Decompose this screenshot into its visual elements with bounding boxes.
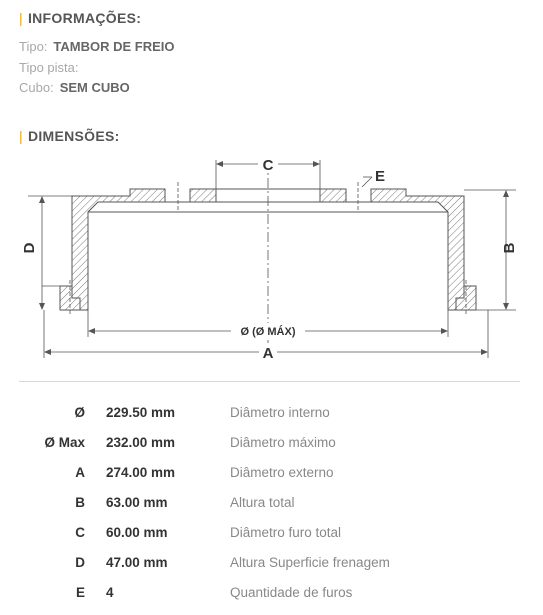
spec-code: Ø: [74, 405, 85, 420]
spec-description: Diâmetro máximo: [230, 435, 336, 450]
spec-row: [0, 555, 543, 585]
spec-row: [0, 465, 543, 495]
spec-value: 47.00 mm: [106, 555, 168, 570]
spec-value: 229.50 mm: [106, 405, 176, 420]
drum-hub-left: [190, 189, 216, 202]
spec-value: 60.00 mm: [106, 525, 168, 540]
drum-hub-right: [320, 189, 346, 202]
drum-section-left: [72, 189, 165, 310]
spec-description: Altura total: [230, 495, 295, 510]
spec-row: [0, 405, 543, 435]
dim-label-b: B: [501, 242, 518, 254]
section-divider: [19, 381, 520, 382]
dim-label-c: C: [262, 157, 274, 174]
spec-code: B: [75, 495, 85, 510]
info-label: Cubo:: [19, 80, 54, 95]
spec-value: 232.00 mm: [106, 435, 176, 450]
dimensions-heading: | DIMENSÕES:: [19, 128, 120, 144]
spec-row: [0, 585, 543, 615]
spec-value: 63.00 mm: [106, 495, 168, 510]
dim-label-a: A: [262, 345, 274, 362]
info-label: Tipo:: [19, 39, 48, 54]
spec-description: Diâmetro furo total: [230, 525, 342, 540]
spec-description: Altura Superficie frenagem: [230, 555, 390, 570]
info-row-track-type: [19, 60, 85, 75]
dim-label-e: E: [375, 168, 386, 185]
info-row-hub: [19, 80, 130, 95]
spec-description: Diâmetro externo: [230, 465, 334, 480]
spec-code: D: [75, 555, 85, 570]
dim-leader-e: [362, 177, 372, 187]
info-row-type: [19, 39, 175, 54]
spec-row: [0, 495, 543, 525]
spec-value: 274.00 mm: [106, 465, 176, 480]
spec-code: C: [75, 525, 85, 540]
info-heading: | INFORMAÇÕES:: [19, 10, 142, 26]
heading-accent-bar: |: [19, 10, 23, 26]
drum-section-right: [371, 189, 464, 310]
heading-accent-bar: |: [19, 128, 23, 144]
spec-row: [0, 525, 543, 555]
info-value: SEM CUBO: [59, 80, 130, 95]
info-label: Tipo pista:: [19, 60, 79, 75]
spec-description: Diâmetro interno: [230, 405, 330, 420]
spec-row: [0, 435, 543, 465]
info-value: TAMBOR DE FREIO: [53, 39, 175, 54]
spec-code: Ø Max: [44, 435, 85, 450]
brake-drum-diagram: [0, 150, 543, 365]
spec-code: E: [75, 585, 85, 600]
spec-description: Quantidade de furos: [230, 585, 353, 600]
spec-value: 4: [106, 585, 114, 600]
dim-label-d: D: [21, 242, 38, 254]
spec-code: A: [75, 465, 85, 480]
dim-label-inner: Ø (Ø MÁX): [240, 326, 296, 338]
